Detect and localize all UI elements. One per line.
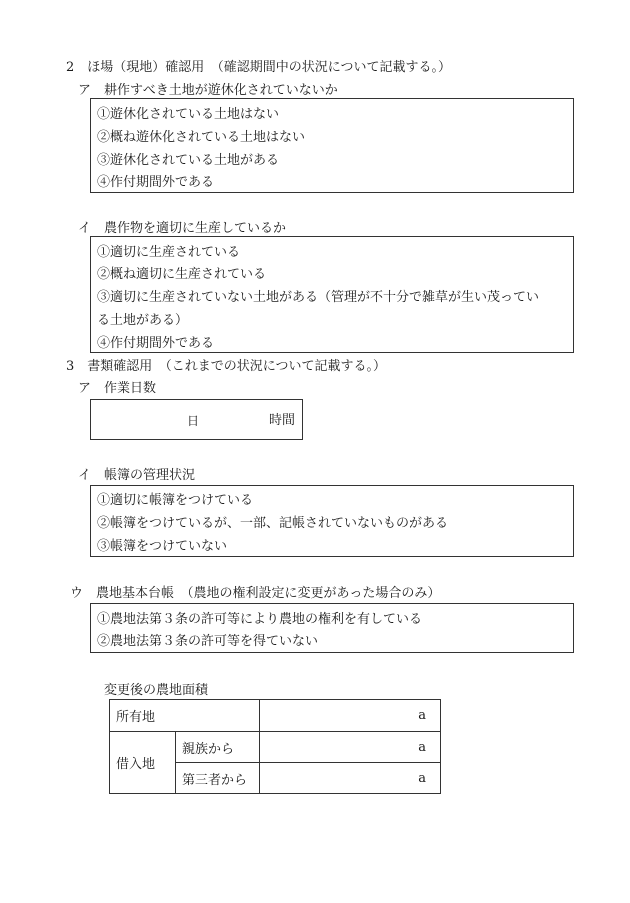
option-2a-1[interactable]: ①遊休化されている土地はない [97,107,280,122]
hour-unit: 時間 [269,413,296,428]
option-2i-4[interactable]: ④作付期間外である [97,336,215,351]
section-2-heading: 2 ほ場（現地）確認用 （確認期間中の状況について記載する。） [66,60,452,75]
owned-value-cell[interactable] [260,700,441,732]
owned-label: 所有地 [110,700,260,732]
third-party-label: 第三者から [176,763,260,794]
relatives-label: 親族から [176,732,260,763]
option-3i-2[interactable]: ②帳簿をつけているが、一部、記帳されていないものがある [97,516,449,531]
question-3a: ア 作業日数 [78,381,157,396]
options-box-3i [90,485,574,557]
section-3-heading: 3 書類確認用 （これまでの状況について記載する。） [66,359,387,374]
relatives-value-cell[interactable] [260,732,441,763]
question-2a: ア 耕作すべき土地が遊休化されていないか [78,83,338,98]
question-3i: イ 帳簿の管理状況 [78,468,196,483]
area-table-title: 変更後の農地面積 [104,683,209,698]
third-party-value-cell[interactable] [260,763,441,794]
option-2i-1[interactable]: ①適切に生産されている [97,245,241,260]
third-party-unit: a [418,770,426,786]
area-table [109,699,441,794]
options-box-3u [90,603,574,653]
option-3u-1[interactable]: ①農地法第３条の許可等により農地の権利を有している [97,612,423,627]
option-3i-1[interactable]: ①適切に帳簿をつけている [97,493,254,508]
option-2a-4[interactable]: ④作付期間外である [97,175,215,190]
option-2i-3-continued: る土地がある） [97,313,189,328]
option-3u-2[interactable]: ②農地法第３条の許可等を得ていない [97,634,319,649]
option-2i-3[interactable]: ③適切に生産されていない土地がある（管理が不十分で雑草が生い茂ってい [97,290,540,305]
relatives-unit: a [418,739,426,755]
day-unit: 日 [187,414,200,428]
option-3i-3[interactable]: ③帳簿をつけていない [97,539,228,554]
leased-label: 借入地 [110,732,176,794]
options-box-2a [90,98,574,193]
owned-unit: a [418,708,426,723]
option-2a-3[interactable]: ③遊休化されている土地がある [97,153,280,168]
options-box-2i [90,236,574,353]
question-2i: イ 農作物を適切に生産しているか [78,221,287,236]
option-2a-2[interactable]: ②概ね遊休化されている土地はない [97,130,306,145]
question-3u: ウ 農地基本台帳 （農地の権利設定に変更があった場合のみ） [70,586,441,601]
option-2i-2[interactable]: ②概ね適切に生産されている [97,267,267,282]
work-days-box[interactable] [90,399,303,440]
